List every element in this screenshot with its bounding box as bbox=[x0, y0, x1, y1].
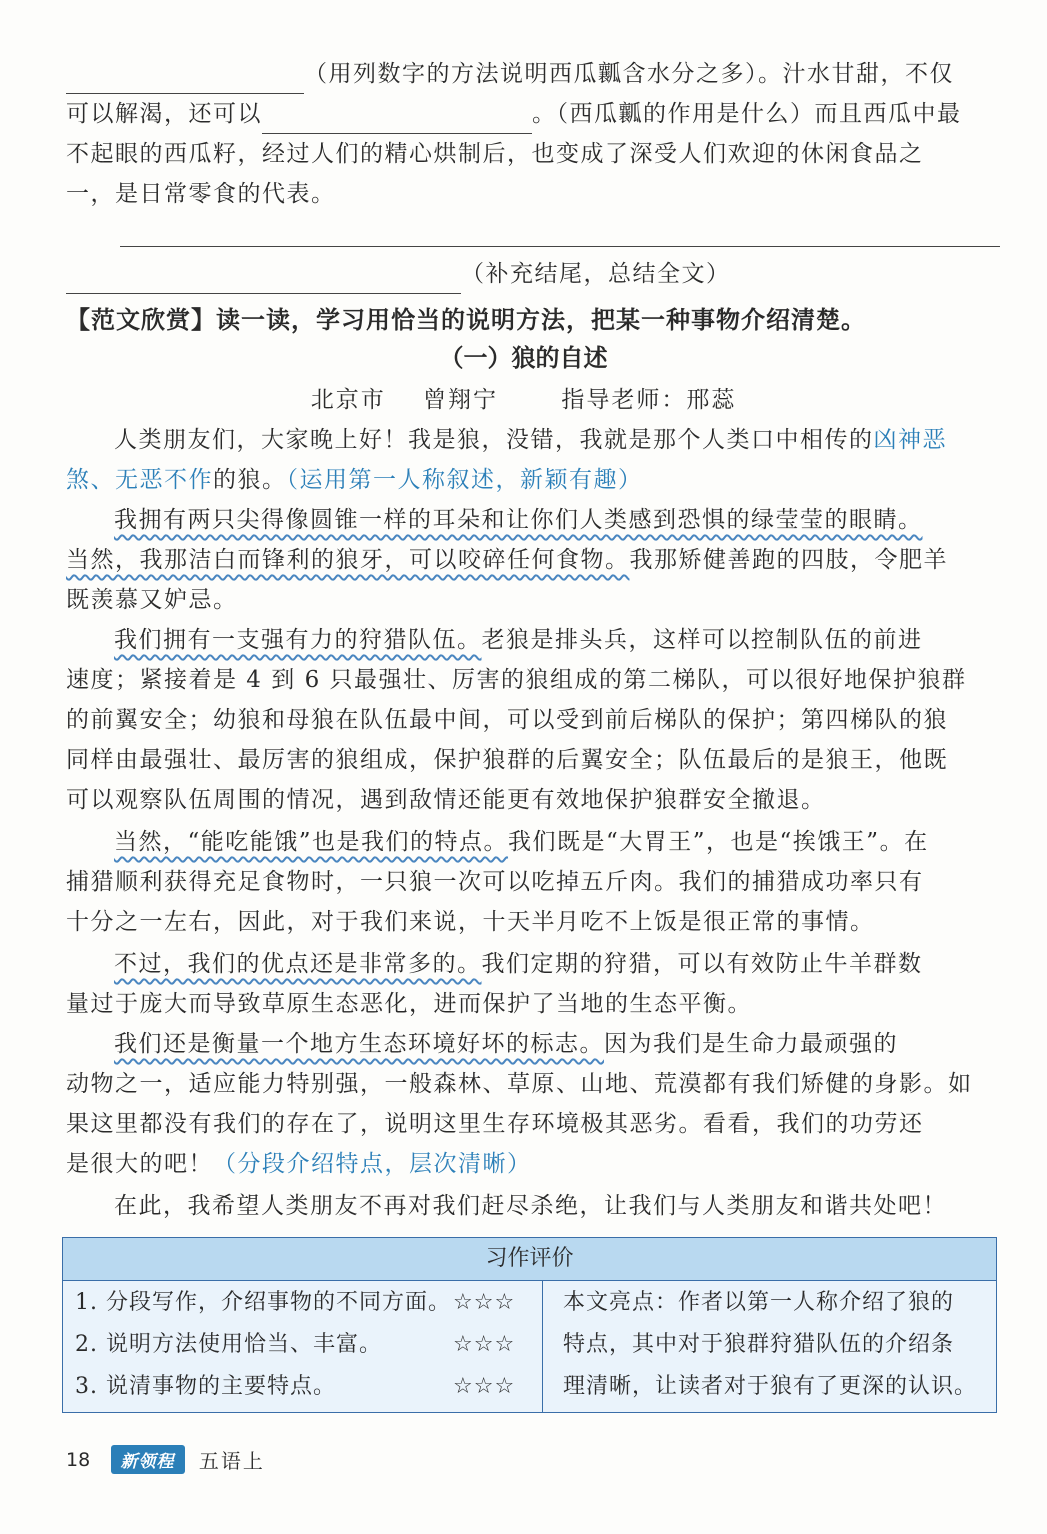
evaluation-title: 习作评价 bbox=[63, 1238, 996, 1281]
essay-byline bbox=[0, 381, 1047, 414]
criterion-3: 3. 说清事物的主要特点。 bbox=[75, 1374, 336, 1399]
answer-blank-3[interactable] bbox=[120, 246, 1000, 247]
para4-line3: 十分之一左右，因此，对于我们来说，十天半月吃不上饭是很正常的事情。 bbox=[66, 909, 875, 935]
para5-line1: 不过，我们的优点还是非常多的。我们定期的狩猎，可以有效防止牛羊群数 bbox=[114, 951, 923, 977]
para6-line3: 果这里都没有我们的存在了，说明这里生存环境极其恶劣。看看，我们的功劳还 bbox=[66, 1111, 924, 1137]
star-rating-1[interactable]: ☆☆☆ bbox=[453, 1290, 516, 1315]
answer-blank-1[interactable] bbox=[66, 63, 304, 94]
evaluation-table bbox=[62, 1237, 997, 1413]
series-badge: 新领程 bbox=[111, 1445, 185, 1474]
exercise-line-6: （补充结尾，总结全文） bbox=[66, 254, 1001, 294]
page-number: 18 bbox=[66, 1448, 91, 1471]
criteria-column bbox=[63, 1281, 543, 1412]
essay-title: （一）狼的自述 bbox=[439, 344, 608, 372]
comment-column bbox=[543, 1281, 995, 1412]
para6-line4: 是很大的吧！（分段介绍特点，层次清晰） bbox=[66, 1151, 532, 1177]
answer-blank-2[interactable] bbox=[262, 103, 532, 134]
answer-blank-4[interactable] bbox=[66, 263, 461, 294]
para4-line1: 当然，“能吃能饿”也是我们的特点。我们既是“大胃王”，也是“挨饿王”。在 bbox=[114, 829, 929, 855]
author-city: 北京市 bbox=[310, 387, 386, 413]
para3-line5: 可以观察队伍周围的情况，遇到敌情还能更有效地保护狼群安全撤退。 bbox=[66, 787, 826, 813]
comment-line-3: 理清晰，让读者对于狼有了更深的认识。 bbox=[563, 1374, 978, 1399]
margin-note-2: （分段介绍特点，层次清晰） bbox=[213, 1151, 532, 1177]
para5-line2: 量过于庞大而导致草原生态恶化，进而保护了当地的生态平衡。 bbox=[66, 991, 752, 1017]
exercise-line-3: 不起眼的西瓜籽，经过人们的精心烘制后，也变成了深受人们欢迎的休闲食品之 bbox=[66, 141, 924, 167]
star-rating-2[interactable]: ☆☆☆ bbox=[453, 1332, 516, 1357]
page-footer bbox=[66, 1445, 265, 1475]
evaluation-body bbox=[63, 1281, 996, 1412]
para3-line2: 速度；紧接着是 4 到 6 只最强壮、厉害的狼组成的第二梯队，可以很好地保护狼群 bbox=[66, 667, 967, 693]
exercise-line-4: 一，是日常零食的代表。 bbox=[66, 181, 336, 207]
teacher-name: 指导老师：邢蕊 bbox=[561, 387, 737, 413]
para3-line4: 同样由最强壮、最厉害的狼组成，保护狼群的后翼安全；队伍最后的是狼王，他既 bbox=[66, 747, 948, 773]
para6-line2: 动物之一，适应能力特别强，一般森林、草原、山地、荒漠都有我们矫健的身影。如 bbox=[66, 1071, 973, 1097]
para7-line1: 在此，我希望人类朋友不再对我们赶尽杀绝，让我们与人类朋友和谐共处吧！ bbox=[114, 1193, 947, 1219]
exercise-line-1: （用列数字的方法说明西瓜瓤含水分之多）。汁水甘甜，不仅 bbox=[66, 54, 1001, 94]
criterion-1: 1. 分段写作，介绍事物的不同方面。 bbox=[75, 1290, 451, 1315]
comment-line-1: 本文亮点：作者以第一人称介绍了狼的 bbox=[563, 1290, 955, 1315]
book-label: 五语上 bbox=[198, 1449, 265, 1473]
comment-line-2: 特点，其中对于狼群狩猎队伍的介绍条 bbox=[563, 1332, 955, 1357]
section-heading: 【范文欣赏】读一读，学习用恰当的说明方法，把某一种事物介绍清楚。 bbox=[66, 306, 866, 334]
para6-line1: 我们还是衡量一个地方生态环境好坏的标志。因为我们是生命力最顽强的 bbox=[114, 1031, 898, 1057]
para2-line2: 当然，我那洁白而锋利的狼牙，可以咬碎任何食物。我那矫健善跑的四肢，令肥羊 bbox=[66, 547, 948, 573]
criterion-2: 2. 说明方法使用恰当、丰富。 bbox=[75, 1332, 382, 1357]
para1-line2: 煞、无恶不作的狼。（运用第一人称叙述，新颖有趣） bbox=[66, 467, 643, 493]
author-name: 曾翔宁 bbox=[423, 387, 498, 413]
para4-line2: 捕猎顺利获得充足食物时，一只狼一次可以吃掉五斤肉。我们的捕猎成功率只有 bbox=[66, 869, 924, 895]
exercise-line-2: 可以解渴，还可以 。（西瓜瓤的作用是什么）而且西瓜中最 bbox=[66, 94, 1001, 134]
para2-line1: 我拥有两只尖得像圆锥一样的耳朵和让你们人类感到恐惧的绿莹莹的眼睛。 bbox=[114, 507, 923, 533]
margin-note-1: （运用第一人称叙述，新颖有趣） bbox=[286, 467, 643, 493]
para2-line3: 既羡慕又妒忌。 bbox=[66, 587, 238, 613]
star-rating-3[interactable]: ☆☆☆ bbox=[453, 1374, 516, 1399]
para1-line1: 人类朋友们，大家晚上好！我是狼，没错，我就是那个人类口中相传的凶神恶 bbox=[114, 427, 947, 453]
para3-line3: 的前翼安全；幼狼和母狼在队伍最中间，可以受到前后梯队的保护；第四梯队的狼 bbox=[66, 707, 948, 733]
para3-line1: 我们拥有一支强有力的狩猎队伍。老狼是排头兵，这样可以控制队伍的前进 bbox=[114, 627, 923, 653]
